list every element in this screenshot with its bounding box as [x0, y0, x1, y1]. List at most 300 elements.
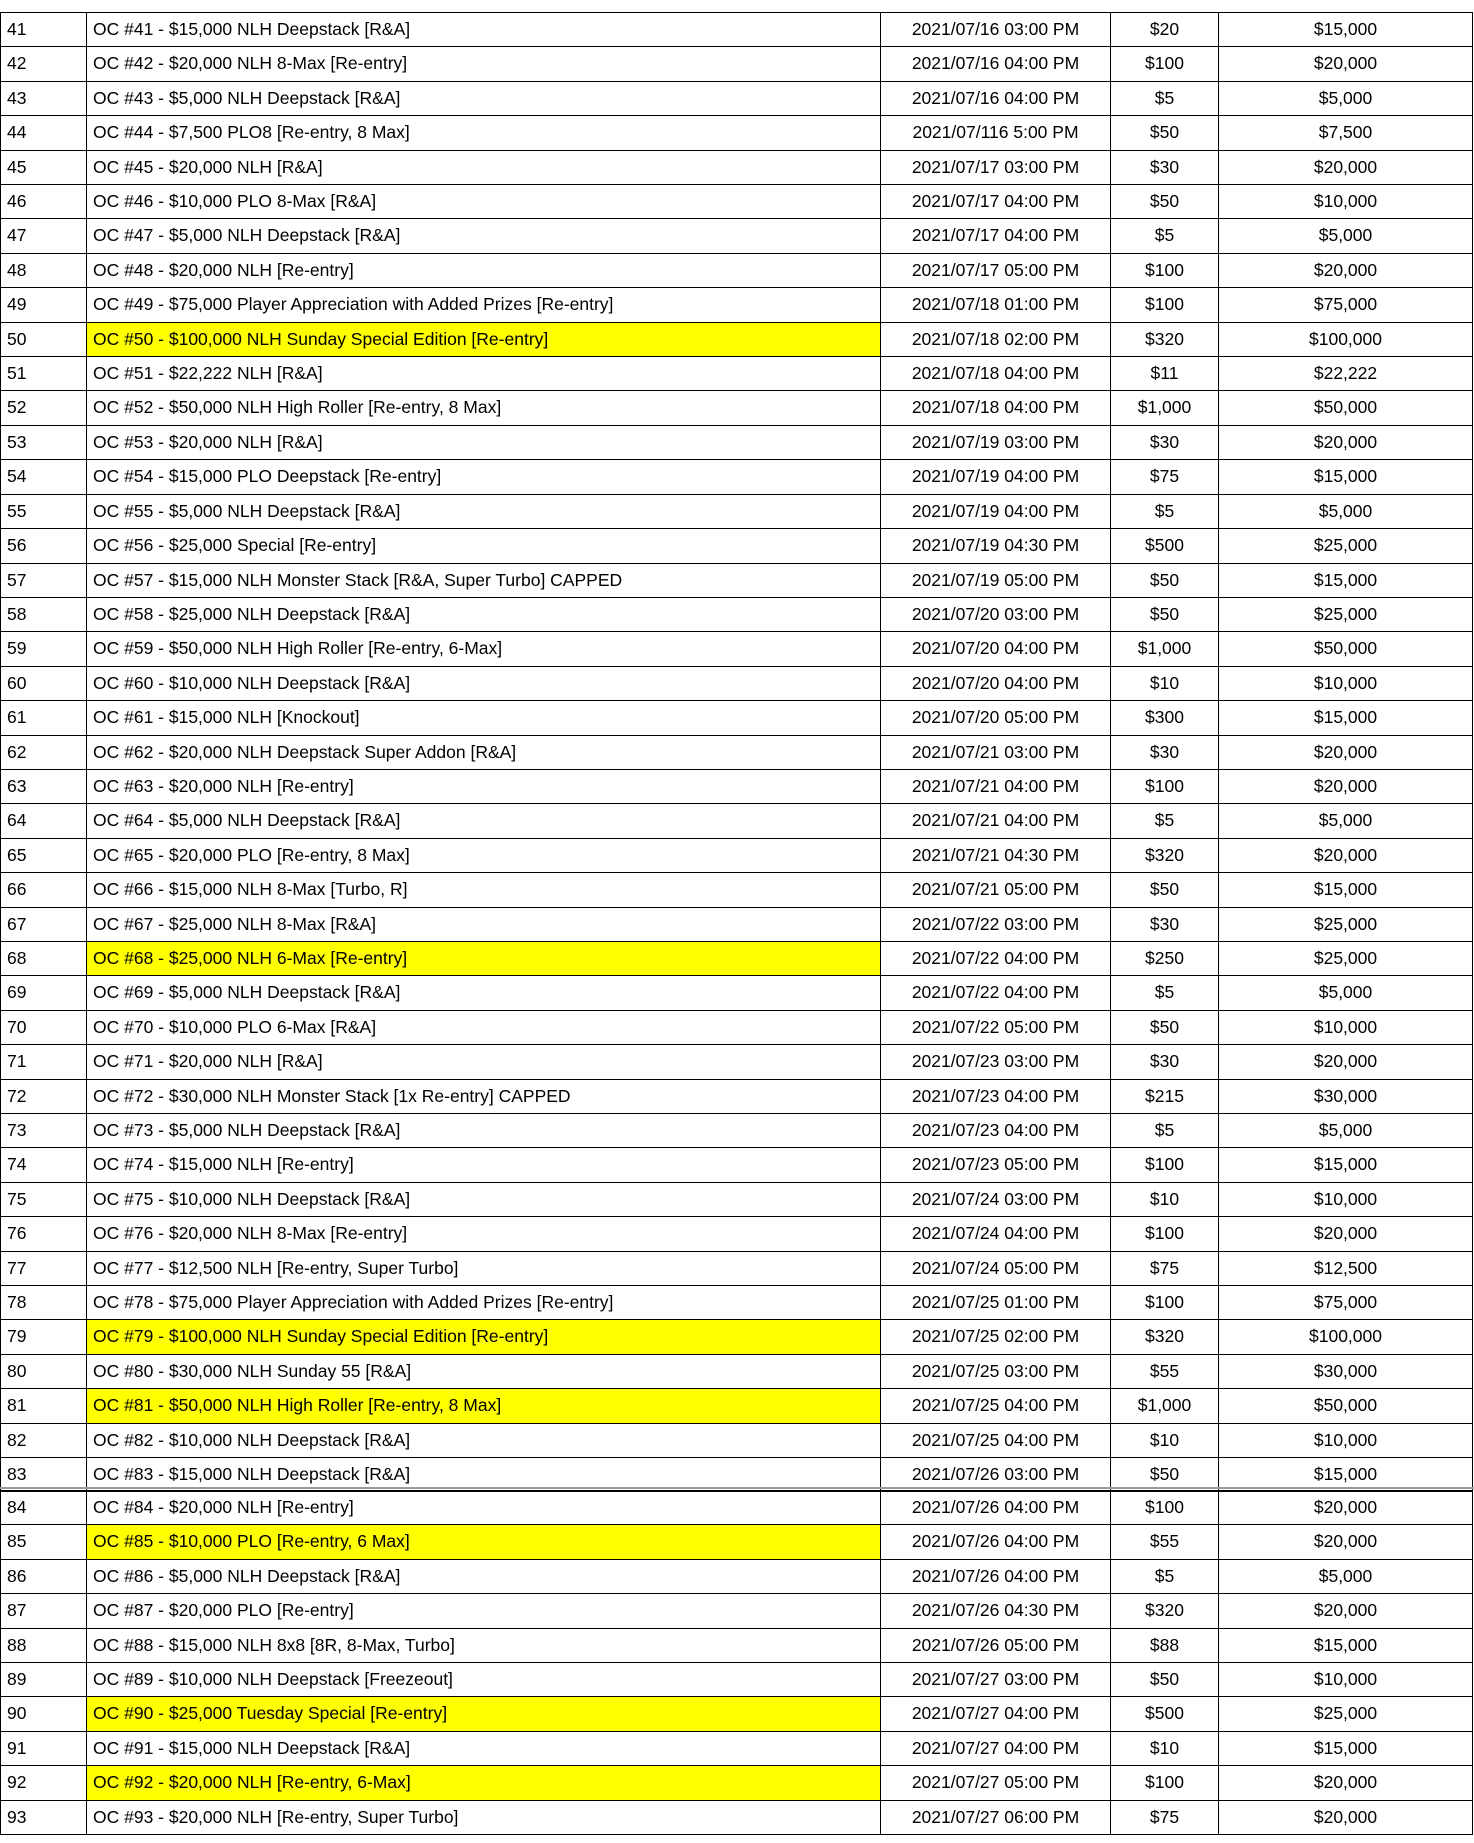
guarantee-cell[interactable]: $50,000 — [1219, 391, 1473, 425]
buy-in-cell[interactable]: $500 — [1111, 529, 1219, 563]
table-row — [1, 529, 1473, 563]
event-name-cell[interactable]: OC #83 - $15,000 NLH Deepstack [R&A] — [87, 1458, 881, 1492]
row-number-cell[interactable]: 77 — [1, 1251, 87, 1285]
date-time-cell[interactable]: 2021/07/25 04:00 PM — [881, 1389, 1111, 1423]
table-row — [1, 1114, 1473, 1148]
table-row — [1, 357, 1473, 391]
table-row — [1, 1594, 1473, 1628]
guarantee-cell[interactable]: $15,000 — [1219, 563, 1473, 597]
date-time-cell[interactable]: 2021/07/26 05:00 PM — [881, 1628, 1111, 1662]
guarantee-cell[interactable]: $5,000 — [1219, 1559, 1473, 1593]
date-time-cell[interactable]: 2021/07/21 03:00 PM — [881, 735, 1111, 769]
table-row — [1, 13, 1473, 47]
table-row — [1, 1354, 1473, 1388]
buy-in-cell[interactable]: $5 — [1111, 494, 1219, 528]
guarantee-cell[interactable]: $15,000 — [1219, 1458, 1473, 1492]
buy-in-cell[interactable]: $100 — [1111, 1217, 1219, 1251]
table-row — [1, 391, 1473, 425]
page-break-divider — [0, 1487, 1474, 1489]
row-number-cell[interactable]: 54 — [1, 460, 87, 494]
buy-in-cell[interactable]: $100 — [1111, 1286, 1219, 1320]
event-name-cell[interactable]: OC #60 - $10,000 NLH Deepstack [R&A] — [87, 666, 881, 700]
buy-in-cell[interactable]: $20 — [1111, 13, 1219, 47]
buy-in-cell[interactable]: $50 — [1111, 873, 1219, 907]
row-number-cell[interactable]: 76 — [1, 1217, 87, 1251]
date-time-cell[interactable]: 2021/07/19 04:30 PM — [881, 529, 1111, 563]
date-time-cell[interactable]: 2021/07/20 04:00 PM — [881, 632, 1111, 666]
date-time-cell[interactable]: 2021/07/16 04:00 PM — [881, 47, 1111, 81]
buy-in-cell[interactable]: $50 — [1111, 597, 1219, 631]
buy-in-cell[interactable]: $30 — [1111, 735, 1219, 769]
table-row — [1, 47, 1473, 81]
guarantee-cell[interactable]: $20,000 — [1219, 735, 1473, 769]
event-name-cell[interactable]: OC #61 - $15,000 NLH [Knockout] — [87, 701, 881, 735]
guarantee-cell[interactable]: $20,000 — [1219, 253, 1473, 287]
event-name-cell[interactable]: OC #89 - $10,000 NLH Deepstack [Freezeout] — [87, 1663, 881, 1697]
row-number-cell[interactable]: 46 — [1, 185, 87, 219]
buy-in-cell[interactable]: $500 — [1111, 1697, 1219, 1731]
table-row — [1, 1559, 1473, 1593]
guarantee-cell[interactable]: $25,000 — [1219, 1697, 1473, 1731]
buy-in-cell[interactable]: $88 — [1111, 1628, 1219, 1662]
table-row — [1, 288, 1473, 322]
buy-in-cell[interactable]: $50 — [1111, 116, 1219, 150]
table-row — [1, 1217, 1473, 1251]
date-time-cell[interactable]: 2021/07/26 04:30 PM — [881, 1594, 1111, 1628]
buy-in-cell[interactable]: $100 — [1111, 47, 1219, 81]
row-number-cell[interactable]: 67 — [1, 907, 87, 941]
row-number-cell[interactable]: 49 — [1, 288, 87, 322]
event-name-cell[interactable]: OC #90 - $25,000 Tuesday Special [Re-entry] — [87, 1697, 881, 1731]
row-number-cell[interactable]: 91 — [1, 1731, 87, 1765]
event-name-cell[interactable]: OC #50 - $100,000 NLH Sunday Special Edition [Re-entry] — [87, 322, 881, 356]
guarantee-cell[interactable]: $15,000 — [1219, 1628, 1473, 1662]
row-number-cell[interactable]: 55 — [1, 494, 87, 528]
buy-in-cell[interactable]: $5 — [1111, 1114, 1219, 1148]
date-time-cell[interactable]: 2021/07/17 03:00 PM — [881, 150, 1111, 184]
table-row — [1, 1389, 1473, 1423]
date-time-cell[interactable]: 2021/07/26 04:00 PM — [881, 1559, 1111, 1593]
row-number-cell[interactable]: 84 — [1, 1491, 87, 1525]
buy-in-cell[interactable]: $100 — [1111, 769, 1219, 803]
table-row — [1, 1045, 1473, 1079]
date-time-cell[interactable]: 2021/07/17 04:00 PM — [881, 219, 1111, 253]
date-time-cell[interactable]: 2021/07/23 04:00 PM — [881, 1079, 1111, 1113]
event-name-cell[interactable]: OC #43 - $5,000 NLH Deepstack [R&A] — [87, 81, 881, 115]
guarantee-cell[interactable]: $20,000 — [1219, 1491, 1473, 1525]
event-name-cell[interactable]: OC #72 - $30,000 NLH Monster Stack [1x Re-entry] CAPPED — [87, 1079, 881, 1113]
guarantee-cell[interactable]: $30,000 — [1219, 1079, 1473, 1113]
guarantee-cell[interactable]: $20,000 — [1219, 1766, 1473, 1800]
row-number-cell[interactable]: 52 — [1, 391, 87, 425]
row-number-cell[interactable]: 57 — [1, 563, 87, 597]
event-name-cell[interactable]: OC #76 - $20,000 NLH 8-Max [Re-entry] — [87, 1217, 881, 1251]
row-number-cell[interactable]: 63 — [1, 769, 87, 803]
event-name-cell[interactable]: OC #75 - $10,000 NLH Deepstack [R&A] — [87, 1182, 881, 1216]
table-row — [1, 563, 1473, 597]
event-name-cell[interactable]: OC #64 - $5,000 NLH Deepstack [R&A] — [87, 804, 881, 838]
date-time-cell[interactable]: 2021/07/21 04:00 PM — [881, 804, 1111, 838]
table-row — [1, 81, 1473, 115]
guarantee-cell[interactable]: $5,000 — [1219, 219, 1473, 253]
row-number-cell[interactable]: 43 — [1, 81, 87, 115]
table-row — [1, 941, 1473, 975]
event-name-cell[interactable]: OC #92 - $20,000 NLH [Re-entry, 6-Max] — [87, 1766, 881, 1800]
guarantee-cell[interactable]: $20,000 — [1219, 1594, 1473, 1628]
guarantee-cell[interactable]: $10,000 — [1219, 666, 1473, 700]
event-name-cell[interactable]: OC #56 - $25,000 Special [Re-entry] — [87, 529, 881, 563]
date-time-cell[interactable]: 2021/07/23 04:00 PM — [881, 1114, 1111, 1148]
guarantee-cell[interactable]: $100,000 — [1219, 1320, 1473, 1354]
event-name-cell[interactable]: OC #81 - $50,000 NLH High Roller [Re-entry, 8 Max] — [87, 1389, 881, 1423]
buy-in-cell[interactable]: $50 — [1111, 1010, 1219, 1044]
buy-in-cell[interactable]: $320 — [1111, 1594, 1219, 1628]
date-time-cell[interactable]: 2021/07/23 05:00 PM — [881, 1148, 1111, 1182]
row-number-cell[interactable]: 79 — [1, 1320, 87, 1354]
buy-in-cell[interactable]: $5 — [1111, 81, 1219, 115]
schedule-table-top — [0, 12, 1474, 1492]
guarantee-cell[interactable]: $7,500 — [1219, 116, 1473, 150]
row-number-cell[interactable]: 73 — [1, 1114, 87, 1148]
buy-in-cell[interactable]: $10 — [1111, 1182, 1219, 1216]
buy-in-cell[interactable]: $5 — [1111, 976, 1219, 1010]
guarantee-cell[interactable]: $20,000 — [1219, 1525, 1473, 1559]
table-row — [1, 666, 1473, 700]
date-time-cell[interactable]: 2021/07/27 04:00 PM — [881, 1697, 1111, 1731]
buy-in-cell[interactable]: $30 — [1111, 425, 1219, 459]
date-time-cell[interactable]: 2021/07/17 05:00 PM — [881, 253, 1111, 287]
buy-in-cell[interactable]: $75 — [1111, 1800, 1219, 1834]
guarantee-cell[interactable]: $20,000 — [1219, 1800, 1473, 1834]
guarantee-cell[interactable]: $5,000 — [1219, 81, 1473, 115]
date-time-cell[interactable]: 2021/07/25 03:00 PM — [881, 1354, 1111, 1388]
event-name-cell[interactable]: OC #80 - $30,000 NLH Sunday 55 [R&A] — [87, 1354, 881, 1388]
event-name-cell[interactable]: OC #46 - $10,000 PLO 8-Max [R&A] — [87, 185, 881, 219]
date-time-cell[interactable]: 2021/07/16 04:00 PM — [881, 81, 1111, 115]
date-time-cell[interactable]: 2021/07/26 03:00 PM — [881, 1458, 1111, 1492]
row-number-cell[interactable]: 70 — [1, 1010, 87, 1044]
guarantee-cell[interactable]: $20,000 — [1219, 838, 1473, 872]
row-number-cell[interactable]: 61 — [1, 701, 87, 735]
table-row — [1, 873, 1473, 907]
buy-in-cell[interactable]: $100 — [1111, 1491, 1219, 1525]
guarantee-cell[interactable]: $10,000 — [1219, 185, 1473, 219]
guarantee-cell[interactable]: $50,000 — [1219, 1389, 1473, 1423]
date-time-cell[interactable]: 2021/07/21 04:30 PM — [881, 838, 1111, 872]
row-number-cell[interactable]: 92 — [1, 1766, 87, 1800]
date-time-cell[interactable]: 2021/07/23 03:00 PM — [881, 1045, 1111, 1079]
date-time-cell[interactable]: 2021/07/25 04:00 PM — [881, 1423, 1111, 1457]
event-name-cell[interactable]: OC #74 - $15,000 NLH [Re-entry] — [87, 1148, 881, 1182]
guarantee-cell[interactable]: $15,000 — [1219, 460, 1473, 494]
buy-in-cell[interactable]: $55 — [1111, 1525, 1219, 1559]
date-time-cell[interactable]: 2021/07/26 04:00 PM — [881, 1525, 1111, 1559]
table-row — [1, 425, 1473, 459]
buy-in-cell[interactable]: $30 — [1111, 150, 1219, 184]
row-number-cell[interactable]: 62 — [1, 735, 87, 769]
row-number-cell[interactable]: 51 — [1, 357, 87, 391]
event-name-cell[interactable]: OC #71 - $20,000 NLH [R&A] — [87, 1045, 881, 1079]
table-row — [1, 769, 1473, 803]
buy-in-cell[interactable]: $320 — [1111, 838, 1219, 872]
row-number-cell[interactable]: 83 — [1, 1458, 87, 1492]
buy-in-cell[interactable]: $30 — [1111, 907, 1219, 941]
event-name-cell[interactable]: OC #65 - $20,000 PLO [Re-entry, 8 Max] — [87, 838, 881, 872]
buy-in-cell[interactable]: $50 — [1111, 1663, 1219, 1697]
guarantee-cell[interactable]: $15,000 — [1219, 1148, 1473, 1182]
guarantee-cell[interactable]: $15,000 — [1219, 1731, 1473, 1765]
guarantee-cell[interactable]: $5,000 — [1219, 804, 1473, 838]
event-name-cell[interactable]: OC #45 - $20,000 NLH [R&A] — [87, 150, 881, 184]
row-number-cell[interactable]: 69 — [1, 976, 87, 1010]
table-row — [1, 1663, 1473, 1697]
event-name-cell[interactable]: OC #73 - $5,000 NLH Deepstack [R&A] — [87, 1114, 881, 1148]
event-name-cell[interactable]: OC #48 - $20,000 NLH [Re-entry] — [87, 253, 881, 287]
row-number-cell[interactable]: 45 — [1, 150, 87, 184]
guarantee-cell[interactable]: $20,000 — [1219, 47, 1473, 81]
guarantee-cell[interactable]: $20,000 — [1219, 150, 1473, 184]
event-name-cell[interactable]: OC #69 - $5,000 NLH Deepstack [R&A] — [87, 976, 881, 1010]
schedule-table — [0, 1490, 1473, 1835]
buy-in-cell[interactable]: $11 — [1111, 357, 1219, 391]
event-name-cell[interactable]: OC #84 - $20,000 NLH [Re-entry] — [87, 1491, 881, 1525]
event-name-cell[interactable]: OC #42 - $20,000 NLH 8-Max [Re-entry] — [87, 47, 881, 81]
date-time-cell[interactable]: 2021/07/20 04:00 PM — [881, 666, 1111, 700]
guarantee-cell[interactable]: $75,000 — [1219, 1286, 1473, 1320]
row-number-cell[interactable]: 58 — [1, 597, 87, 631]
guarantee-cell[interactable]: $15,000 — [1219, 701, 1473, 735]
date-time-cell[interactable]: 2021/07/19 04:00 PM — [881, 460, 1111, 494]
buy-in-cell[interactable]: $50 — [1111, 185, 1219, 219]
row-number-cell[interactable]: 47 — [1, 219, 87, 253]
event-name-cell[interactable]: OC #41 - $15,000 NLH Deepstack [R&A] — [87, 13, 881, 47]
row-number-cell[interactable]: 82 — [1, 1423, 87, 1457]
guarantee-cell[interactable]: $15,000 — [1219, 873, 1473, 907]
row-number-cell[interactable]: 88 — [1, 1628, 87, 1662]
row-number-cell[interactable]: 90 — [1, 1697, 87, 1731]
event-name-cell[interactable]: OC #93 - $20,000 NLH [Re-entry, Super Turbo] — [87, 1800, 881, 1834]
buy-in-cell[interactable]: $50 — [1111, 1458, 1219, 1492]
date-time-cell[interactable]: 2021/07/19 04:00 PM — [881, 494, 1111, 528]
buy-in-cell[interactable]: $1,000 — [1111, 391, 1219, 425]
date-time-cell[interactable]: 2021/07/18 02:00 PM — [881, 322, 1111, 356]
buy-in-cell[interactable]: $1,000 — [1111, 632, 1219, 666]
date-time-cell[interactable]: 2021/07/22 04:00 PM — [881, 976, 1111, 1010]
event-name-cell[interactable]: OC #54 - $15,000 PLO Deepstack [Re-entry] — [87, 460, 881, 494]
event-name-cell[interactable]: OC #87 - $20,000 PLO [Re-entry] — [87, 1594, 881, 1628]
date-time-cell[interactable]: 2021/07/25 01:00 PM — [881, 1286, 1111, 1320]
date-time-cell[interactable]: 2021/07/24 03:00 PM — [881, 1182, 1111, 1216]
buy-in-cell[interactable]: $50 — [1111, 563, 1219, 597]
buy-in-cell[interactable]: $10 — [1111, 1423, 1219, 1457]
guarantee-cell[interactable]: $25,000 — [1219, 529, 1473, 563]
guarantee-cell[interactable]: $5,000 — [1219, 494, 1473, 528]
table-row — [1, 907, 1473, 941]
date-time-cell[interactable]: 2021/07/16 03:00 PM — [881, 13, 1111, 47]
buy-in-cell[interactable]: $5 — [1111, 1559, 1219, 1593]
date-time-cell[interactable]: 2021/07/22 05:00 PM — [881, 1010, 1111, 1044]
guarantee-cell[interactable]: $30,000 — [1219, 1354, 1473, 1388]
guarantee-cell[interactable]: $20,000 — [1219, 769, 1473, 803]
event-name-cell[interactable]: OC #70 - $10,000 PLO 6-Max [R&A] — [87, 1010, 881, 1044]
buy-in-cell[interactable]: $320 — [1111, 322, 1219, 356]
event-name-cell[interactable]: OC #67 - $25,000 NLH 8-Max [R&A] — [87, 907, 881, 941]
guarantee-cell[interactable]: $75,000 — [1219, 288, 1473, 322]
guarantee-cell[interactable]: $25,000 — [1219, 597, 1473, 631]
event-name-cell[interactable]: OC #86 - $5,000 NLH Deepstack [R&A] — [87, 1559, 881, 1593]
event-name-cell[interactable]: OC #44 - $7,500 PLO8 [Re-entry, 8 Max] — [87, 116, 881, 150]
event-name-cell[interactable]: OC #63 - $20,000 NLH [Re-entry] — [87, 769, 881, 803]
buy-in-cell[interactable]: $30 — [1111, 1045, 1219, 1079]
event-name-cell[interactable]: OC #51 - $22,222 NLH [R&A] — [87, 357, 881, 391]
date-time-cell[interactable]: 2021/07/25 02:00 PM — [881, 1320, 1111, 1354]
buy-in-cell[interactable]: $215 — [1111, 1079, 1219, 1113]
row-number-cell[interactable]: 74 — [1, 1148, 87, 1182]
guarantee-cell[interactable]: $10,000 — [1219, 1182, 1473, 1216]
event-name-cell[interactable]: OC #79 - $100,000 NLH Sunday Special Edition [Re-entry] — [87, 1320, 881, 1354]
date-time-cell[interactable]: 2021/07/27 06:00 PM — [881, 1800, 1111, 1834]
row-number-cell[interactable]: 75 — [1, 1182, 87, 1216]
event-name-cell[interactable]: OC #66 - $15,000 NLH 8-Max [Turbo, R] — [87, 873, 881, 907]
row-number-cell[interactable]: 56 — [1, 529, 87, 563]
event-name-cell[interactable]: OC #82 - $10,000 NLH Deepstack [R&A] — [87, 1423, 881, 1457]
date-time-cell[interactable]: 2021/07/20 05:00 PM — [881, 701, 1111, 735]
date-time-cell[interactable]: 2021/07/22 04:00 PM — [881, 941, 1111, 975]
buy-in-cell[interactable]: $10 — [1111, 1731, 1219, 1765]
buy-in-cell[interactable]: $100 — [1111, 1766, 1219, 1800]
guarantee-cell[interactable]: $20,000 — [1219, 1045, 1473, 1079]
event-name-cell[interactable]: OC #85 - $10,000 PLO [Re-entry, 6 Max] — [87, 1525, 881, 1559]
event-name-cell[interactable]: OC #55 - $5,000 NLH Deepstack [R&A] — [87, 494, 881, 528]
event-name-cell[interactable]: OC #52 - $50,000 NLH High Roller [Re-entry, 8 Max] — [87, 391, 881, 425]
row-number-cell[interactable]: 72 — [1, 1079, 87, 1113]
date-time-cell[interactable]: 2021/07/18 04:00 PM — [881, 391, 1111, 425]
guarantee-cell[interactable]: $12,500 — [1219, 1251, 1473, 1285]
date-time-cell[interactable]: 2021/07/18 04:00 PM — [881, 357, 1111, 391]
guarantee-cell[interactable]: $50,000 — [1219, 632, 1473, 666]
guarantee-cell[interactable]: $5,000 — [1219, 1114, 1473, 1148]
date-time-cell[interactable]: 2021/07/19 05:00 PM — [881, 563, 1111, 597]
row-number-cell[interactable]: 68 — [1, 941, 87, 975]
date-time-cell[interactable]: 2021/07/18 01:00 PM — [881, 288, 1111, 322]
date-time-cell[interactable]: 2021/07/20 03:00 PM — [881, 597, 1111, 631]
row-number-cell[interactable]: 71 — [1, 1045, 87, 1079]
guarantee-cell[interactable]: $22,222 — [1219, 357, 1473, 391]
row-number-cell[interactable]: 89 — [1, 1663, 87, 1697]
buy-in-cell[interactable]: $320 — [1111, 1320, 1219, 1354]
event-name-cell[interactable]: OC #62 - $20,000 NLH Deepstack Super Addon [R&A] — [87, 735, 881, 769]
date-time-cell[interactable]: 2021/07/116 5:00 PM — [881, 116, 1111, 150]
table-row — [1, 838, 1473, 872]
table-row — [1, 219, 1473, 253]
guarantee-cell[interactable]: $20,000 — [1219, 425, 1473, 459]
buy-in-cell[interactable]: $300 — [1111, 701, 1219, 735]
table-row — [1, 701, 1473, 735]
table-row — [1, 150, 1473, 184]
guarantee-cell[interactable]: $5,000 — [1219, 976, 1473, 1010]
row-number-cell[interactable]: 65 — [1, 838, 87, 872]
guarantee-cell[interactable]: $25,000 — [1219, 941, 1473, 975]
date-time-cell[interactable]: 2021/07/21 04:00 PM — [881, 769, 1111, 803]
buy-in-cell[interactable]: $75 — [1111, 1251, 1219, 1285]
table-row — [1, 1628, 1473, 1662]
date-time-cell[interactable]: 2021/07/26 04:00 PM — [881, 1491, 1111, 1525]
buy-in-cell[interactable]: $5 — [1111, 219, 1219, 253]
buy-in-cell[interactable]: $55 — [1111, 1354, 1219, 1388]
buy-in-cell[interactable]: $75 — [1111, 460, 1219, 494]
event-name-cell[interactable]: OC #59 - $50,000 NLH High Roller [Re-entry, 6-Max] — [87, 632, 881, 666]
row-number-cell[interactable]: 53 — [1, 425, 87, 459]
row-number-cell[interactable]: 59 — [1, 632, 87, 666]
event-name-cell[interactable]: OC #53 - $20,000 NLH [R&A] — [87, 425, 881, 459]
guarantee-cell[interactable]: $10,000 — [1219, 1663, 1473, 1697]
date-time-cell[interactable]: 2021/07/27 05:00 PM — [881, 1766, 1111, 1800]
buy-in-cell[interactable]: $1,000 — [1111, 1389, 1219, 1423]
buy-in-cell[interactable]: $5 — [1111, 804, 1219, 838]
guarantee-cell[interactable]: $10,000 — [1219, 1010, 1473, 1044]
row-number-cell[interactable]: 60 — [1, 666, 87, 700]
date-time-cell[interactable]: 2021/07/27 03:00 PM — [881, 1663, 1111, 1697]
row-number-cell[interactable]: 42 — [1, 47, 87, 81]
event-name-cell[interactable]: OC #78 - $75,000 Player Appreciation with Added Prizes [Re-entry] — [87, 1286, 881, 1320]
event-name-cell[interactable]: OC #88 - $15,000 NLH 8x8 [8R, 8-Max, Turbo] — [87, 1628, 881, 1662]
date-time-cell[interactable]: 2021/07/17 04:00 PM — [881, 185, 1111, 219]
row-number-cell[interactable]: 85 — [1, 1525, 87, 1559]
guarantee-cell[interactable]: $10,000 — [1219, 1423, 1473, 1457]
row-number-cell[interactable]: 78 — [1, 1286, 87, 1320]
date-time-cell[interactable]: 2021/07/24 05:00 PM — [881, 1251, 1111, 1285]
row-number-cell[interactable]: 41 — [1, 13, 87, 47]
event-name-cell[interactable]: OC #58 - $25,000 NLH Deepstack [R&A] — [87, 597, 881, 631]
guarantee-cell[interactable]: $15,000 — [1219, 13, 1473, 47]
guarantee-cell[interactable]: $100,000 — [1219, 322, 1473, 356]
date-time-cell[interactable]: 2021/07/27 04:00 PM — [881, 1731, 1111, 1765]
buy-in-cell[interactable]: $100 — [1111, 253, 1219, 287]
buy-in-cell[interactable]: $10 — [1111, 666, 1219, 700]
row-number-cell[interactable]: 48 — [1, 253, 87, 287]
event-name-cell[interactable]: OC #91 - $15,000 NLH Deepstack [R&A] — [87, 1731, 881, 1765]
table-row — [1, 804, 1473, 838]
row-number-cell[interactable]: 64 — [1, 804, 87, 838]
guarantee-cell[interactable]: $20,000 — [1219, 1217, 1473, 1251]
row-number-cell[interactable]: 80 — [1, 1354, 87, 1388]
event-name-cell[interactable]: OC #47 - $5,000 NLH Deepstack [R&A] — [87, 219, 881, 253]
buy-in-cell[interactable]: $100 — [1111, 288, 1219, 322]
buy-in-cell[interactable]: $100 — [1111, 1148, 1219, 1182]
row-number-cell[interactable]: 44 — [1, 116, 87, 150]
table-row — [1, 597, 1473, 631]
row-number-cell[interactable]: 81 — [1, 1389, 87, 1423]
schedule-table-bottom — [0, 1490, 1474, 1835]
row-number-cell[interactable]: 87 — [1, 1594, 87, 1628]
table-row — [1, 1286, 1473, 1320]
guarantee-cell[interactable]: $25,000 — [1219, 907, 1473, 941]
buy-in-cell[interactable]: $250 — [1111, 941, 1219, 975]
table-row — [1, 1251, 1473, 1285]
row-number-cell[interactable]: 93 — [1, 1800, 87, 1834]
event-name-cell[interactable]: OC #49 - $75,000 Player Appreciation with Added Prizes [Re-entry] — [87, 288, 881, 322]
date-time-cell[interactable]: 2021/07/21 05:00 PM — [881, 873, 1111, 907]
date-time-cell[interactable]: 2021/07/19 03:00 PM — [881, 425, 1111, 459]
date-time-cell[interactable]: 2021/07/22 03:00 PM — [881, 907, 1111, 941]
event-name-cell[interactable]: OC #68 - $25,000 NLH 6-Max [Re-entry] — [87, 941, 881, 975]
event-name-cell[interactable]: OC #57 - $15,000 NLH Monster Stack [R&A, Super Turbo] CAPPED — [87, 563, 881, 597]
event-name-cell[interactable]: OC #77 - $12,500 NLH [Re-entry, Super Turbo] — [87, 1251, 881, 1285]
row-number-cell[interactable]: 86 — [1, 1559, 87, 1593]
row-number-cell[interactable]: 66 — [1, 873, 87, 907]
row-number-cell[interactable]: 50 — [1, 322, 87, 356]
date-time-cell[interactable]: 2021/07/24 04:00 PM — [881, 1217, 1111, 1251]
